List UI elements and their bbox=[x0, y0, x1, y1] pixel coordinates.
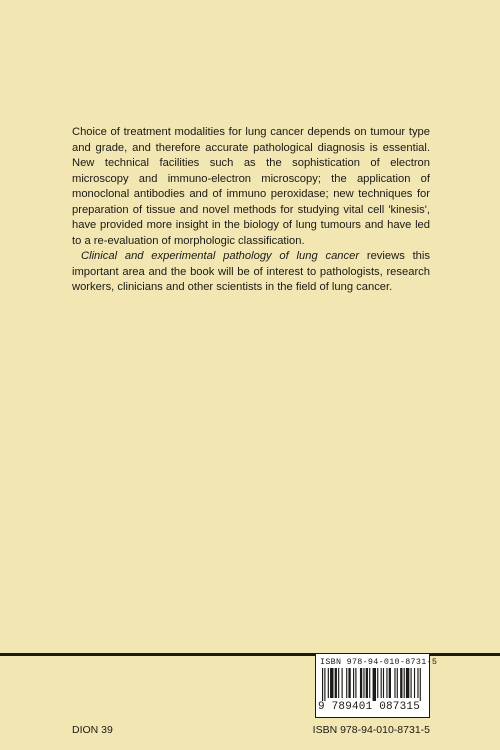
series-label: DION 39 bbox=[72, 724, 113, 736]
barcode-icon bbox=[322, 668, 422, 701]
barcode-isbn-label: ISBN 978-94-010-8731-5 bbox=[320, 657, 438, 667]
blurb-paragraph-2-text: reviews this important area and the book will be of interest to pathologists, research workers, clinicians and other scientists in the field of lung cancer. bbox=[72, 250, 430, 293]
blurb-paragraph-1: Choice of treatment modalities for lung cancer depends on tumour type and grade, and therefore accurate pathological diagnosis is essential. New technical facilities such as the sophistication of electron microscopy and immuno-electron microscopy; the application of monoclonal antibodies and of immuno peroxidase; new techniques for preparation of tissue and novel methods for studying vital cell 'kinesis', have provided more insight in the biology of lung tumours and have led to a re-evaluation of morphologic classification. bbox=[72, 126, 430, 247]
barcode-box bbox=[315, 654, 438, 718]
back-cover-blurb bbox=[72, 125, 430, 296]
blurb-paragraph-2 bbox=[72, 249, 430, 296]
book-title: Clinical and experimental pathology of lung cancer bbox=[81, 250, 360, 262]
barcode-digits: 9 789401 087315 bbox=[318, 701, 421, 713]
isbn-label: ISBN 978-94-010-8731-5 bbox=[312, 724, 430, 736]
